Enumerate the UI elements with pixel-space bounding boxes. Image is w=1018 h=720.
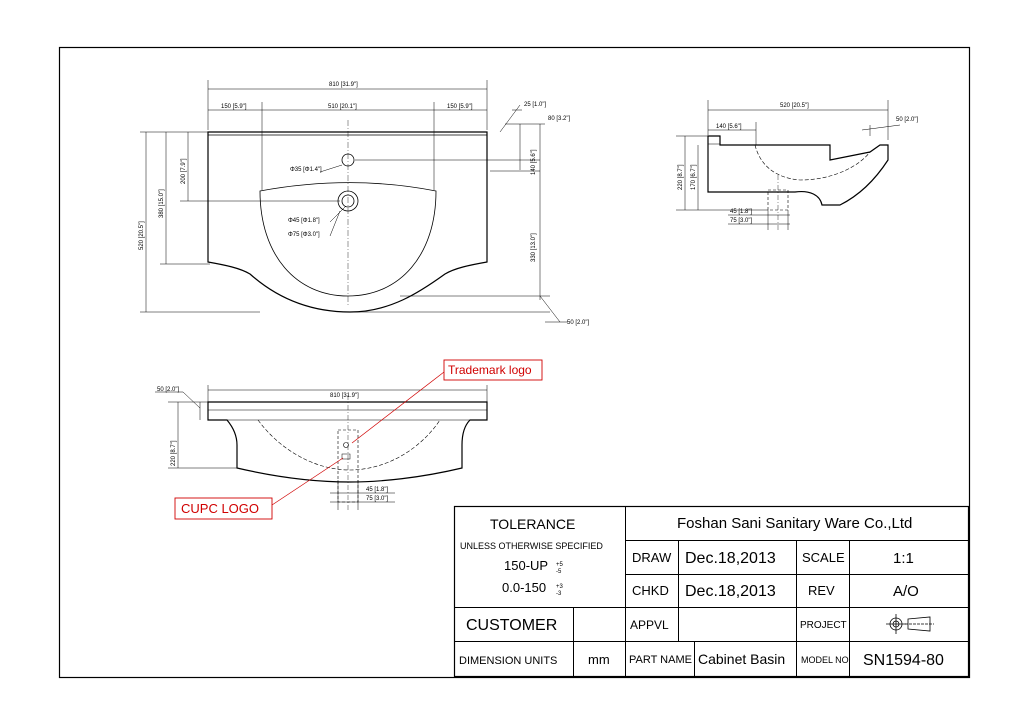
dim-text-150-right: 150 [5.9"] — [447, 104, 473, 110]
dim-text-810: 810 [31.9"] — [329, 82, 358, 88]
dim-text-drain-outer: Φ75 [Φ3.0"] — [288, 232, 320, 238]
cupc-logo-mark — [342, 454, 350, 459]
front-view — [155, 385, 487, 510]
dim-text-330: 330 [13.0"] — [531, 233, 537, 262]
dim-text-140: 140 [5.6"] — [531, 149, 537, 175]
front-dim-text-810: 810 [31.9"] — [330, 393, 359, 399]
side-profile-outline — [708, 136, 888, 205]
part-name-value: Cabinet Basin — [698, 651, 786, 667]
side-dim-text-50: 50 [2.0"] — [896, 117, 919, 123]
dim-text-25: 25 [1.0"] — [524, 102, 547, 108]
tolerance-subtitle: UNLESS OTHERWISE SPECIFIED — [460, 541, 603, 551]
front-bowl-hidden — [258, 420, 440, 470]
dim-text-80: 80 [3.2"] — [548, 116, 571, 122]
side-view-labels — [678, 103, 918, 224]
side-view — [676, 100, 900, 232]
dim-text-150-left: 150 [5.9"] — [221, 104, 247, 110]
side-dim-text-520: 520 [20.5"] — [780, 103, 809, 109]
tolerance-minus-1: -5 — [556, 569, 562, 575]
chkd-label: CHKD — [632, 583, 669, 598]
tolerance-plus-2: +3 — [556, 584, 563, 590]
dimension-units-value: mm — [588, 652, 610, 667]
title-block-text — [459, 515, 944, 669]
dim-text-drain-inner: Φ45 [Φ1.8"] — [288, 218, 320, 224]
top-view-labels — [139, 82, 589, 326]
project-label: PROJECT — [800, 620, 847, 631]
trademark-logo-mark — [344, 443, 349, 448]
front-dim-text-50: 50 [2.0"] — [157, 387, 180, 393]
company-name: Foshan Sani Sanitary Ware Co.,Ltd — [677, 515, 913, 532]
side-dim-text-220: 220 [8.7"] — [678, 164, 684, 190]
dim-text-380: 380 [15.0"] — [159, 189, 165, 218]
callouts — [175, 360, 542, 519]
appvl-label: APPVL — [630, 618, 669, 632]
front-view-labels — [157, 387, 388, 502]
dim-text-510: 510 [20.1"] — [328, 104, 357, 110]
top-view — [140, 80, 571, 322]
dim-text-50: 50 [2.0"] — [567, 320, 590, 326]
part-name-label: PART NAME — [629, 654, 692, 666]
front-dim-text-45: 45 [1.8"] — [366, 487, 389, 493]
dim-text-520: 520 [20.5"] — [139, 221, 145, 250]
basin-top-outline — [208, 132, 487, 312]
tolerance-range-1: 150-UP — [504, 558, 549, 573]
draw-label: DRAW — [632, 550, 672, 565]
side-dim-text-170: 170 [6.7"] — [691, 164, 697, 190]
tolerance-plus-1: +5 — [556, 562, 563, 568]
rev-label: REV — [808, 583, 835, 598]
draw-date: Dec.18,2013 — [685, 550, 776, 567]
chkd-date: Dec.18,2013 — [685, 583, 776, 600]
scale-value: 1:1 — [893, 550, 914, 567]
rev-value: A/O — [893, 583, 919, 600]
dimension-units-label: DIMENSION UNITS — [459, 655, 558, 667]
tolerance-title: TOLERANCE — [490, 516, 576, 532]
model-no-label: MODEL NO — [801, 655, 849, 665]
dim-text-200: 200 [7.9"] — [181, 158, 187, 184]
tolerance-minus-2: -3 — [556, 591, 562, 597]
scale-label: SCALE — [802, 550, 845, 565]
side-dim-text-75: 75 [3.0"] — [730, 218, 753, 224]
tolerance-range-2: 0.0-150 — [502, 580, 547, 595]
projection-symbol-icon — [886, 614, 934, 634]
front-dim-text-220: 220 [8.7"] — [171, 440, 177, 466]
front-dim-text-75: 75 [3.0"] — [366, 496, 389, 502]
model-no-value: SN1594-80 — [863, 652, 944, 669]
cupc-callout-text: CUPC LOGO — [181, 501, 260, 516]
customer-label: CUSTOMER — [466, 617, 558, 634]
dim-text-tap-hole: Φ35 [Φ1.4"] — [290, 167, 322, 173]
side-dim-text-45: 45 [1.8"] — [730, 209, 753, 215]
side-bowl-hidden — [755, 145, 870, 180]
side-dim-text-140: 140 [5.6"] — [716, 124, 742, 130]
trademark-callout-text: Trademark logo — [448, 363, 532, 377]
